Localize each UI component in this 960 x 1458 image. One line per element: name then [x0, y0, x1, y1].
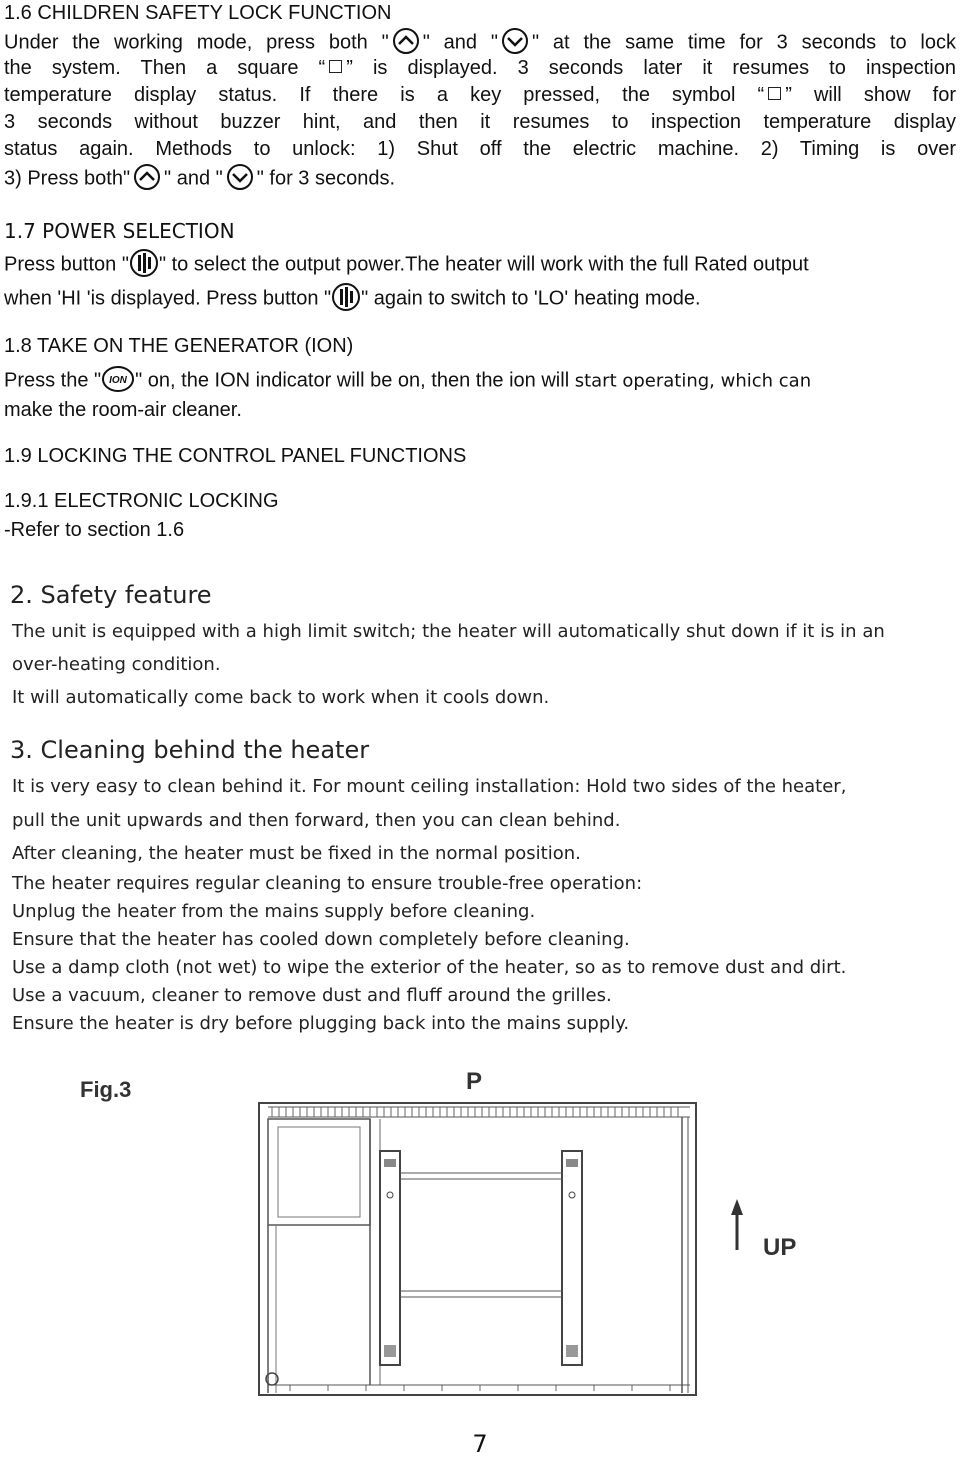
section-2-line-3: It will automatically come back to work when it cools down.	[12, 687, 550, 708]
section-1-6-line-4: 3 seconds without buzzer hint, and then it resumes to inspection temperature display	[4, 111, 956, 133]
section-3-line-7: Use a damp cloth (not wet) to wipe the exterior of the heater, so as to remove dust and dirt.	[12, 957, 847, 978]
p-label: P	[466, 1068, 483, 1095]
section-2-line-2: over-heating condition.	[12, 654, 221, 675]
section-1-6-line-1: Under the working mode, press both " " and " " at the same time for 3 seconds to lock	[4, 30, 956, 56]
section-1-9-1-ref: -Refer to section 1.6	[4, 519, 185, 541]
up-button-icon	[389, 28, 423, 54]
top-grille	[268, 1107, 690, 1117]
figure-3	[0, 1055, 960, 1415]
up-arrow-icon	[731, 1199, 743, 1250]
section-3-line-8: Use a vacuum, cleaner to remove dust and fluff around the grilles.	[12, 985, 612, 1006]
mounting-rail-right	[562, 1151, 582, 1365]
section-1-6-line-2: the system. Then a square “ ” is displayed. 3 seconds later it resumes to inspection	[4, 57, 956, 79]
section-1-7-line-1: Press button " " to select the output power.The heater will work with the full Rated output	[4, 250, 809, 280]
section-1-8-line-2: make the room-air cleaner.	[4, 399, 242, 421]
section-1-8-line-1: Press the " ION " on, the ION indicator will be on, then the ion will start operating, which can	[4, 367, 811, 395]
square-symbol-icon	[329, 60, 342, 73]
section-1-9-1-title: 1.9.1 ELECTRONIC LOCKING	[4, 490, 279, 512]
section-3-line-2: pull the unit upwards and then forward, then you can clean behind.	[12, 810, 621, 831]
section-3-line-9: Ensure the heater is dry before plugging back into the mains supply.	[12, 1013, 630, 1034]
section-3-line-6: Ensure that the heater has cooled down completely before cleaning.	[12, 929, 630, 950]
section-1-6-line-3: temperature display status. If there is a key pressed, the symbol “ ” will show for	[4, 84, 956, 106]
power-button-icon	[331, 282, 361, 312]
figure-label: Fig.3	[80, 1077, 132, 1102]
section-3-line-5: Unplug the heater from the mains supply before cleaning.	[12, 901, 536, 922]
section-1-6-title: 1.6 CHILDREN SAFETY LOCK FUNCTION	[4, 2, 392, 24]
section-2-line-1: The unit is equipped with a high limit switch; the heater will automatically shut down if it is in an	[12, 621, 885, 642]
up-label: UP	[763, 1234, 797, 1261]
section-3-line-3: After cleaning, the heater must be fixed in the normal position.	[12, 843, 581, 864]
down-button-icon	[498, 28, 532, 54]
power-button-icon	[129, 248, 159, 278]
section-3-line-4: The heater requires regular cleaning to ensure trouble-free operation:	[12, 873, 643, 894]
section-1-7-line-2: when 'HI 'is displayed. Press button " " again to switch to 'LO' heating mode.	[4, 284, 701, 314]
section-2-title: 2. Safety feature	[10, 581, 212, 609]
section-1-9-title: 1.9 LOCKING THE CONTROL PANEL FUNCTIONS	[4, 445, 467, 467]
down-button-icon	[223, 164, 257, 190]
section-3-line-1: It is very easy to clean behind it. For mount ceiling installation: Hold two sides of the heater,	[12, 776, 847, 797]
up-button-icon	[130, 164, 164, 190]
section-1-8-title: 1.8 TAKE ON THE GENERATOR (ION)	[4, 335, 354, 357]
mounting-rail-left	[380, 1151, 400, 1365]
section-1-7-title: 1.7 POWER SELECTION	[4, 219, 235, 243]
ion-button-icon	[101, 365, 135, 393]
section-1-6-line-6: 3) Press both" " and " " for 3 seconds.	[4, 166, 395, 192]
page-number: 7	[472, 1430, 488, 1458]
ion-icon-label: ION	[109, 375, 128, 386]
square-symbol-icon	[768, 87, 781, 100]
heater-bracket-drawing	[0, 1055, 960, 1415]
section-3-title: 3. Cleaning behind the heater	[10, 736, 370, 764]
section-1-6-line-5: status again. Methods to unlock: 1) Shut off the electric machine. 2) Timing is over	[4, 138, 956, 160]
